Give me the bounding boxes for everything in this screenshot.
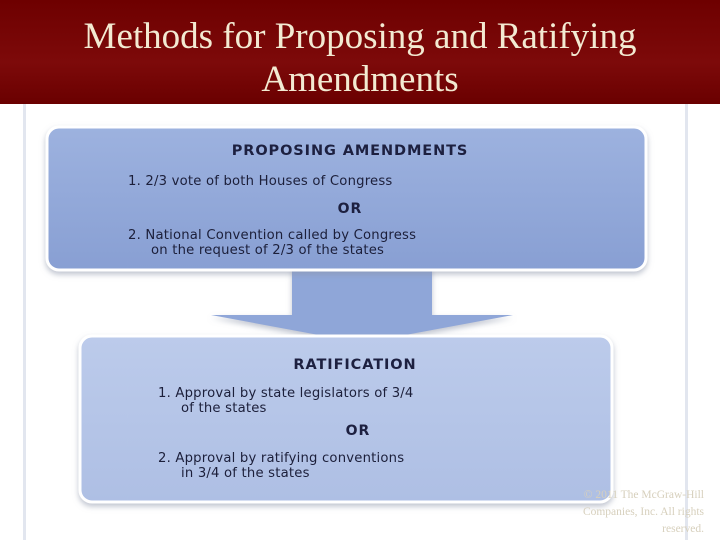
- proposing-item-1: 1. 2/3 vote of both Houses of Congress: [128, 174, 393, 189]
- ratification-item-2-line-2: in 3/4 of the states: [181, 466, 310, 481]
- ratification-item-2-line-1: 2. Approval by ratifying conventions: [158, 451, 405, 466]
- ratification-or-label: OR: [345, 423, 371, 439]
- proposing-or-label: OR: [337, 201, 363, 217]
- proposing-item-2: [128, 228, 416, 258]
- copyright-line-3: reserved.: [662, 523, 704, 535]
- proposing-item-2-line-2: on the request of 2/3 of the states: [151, 243, 385, 258]
- slide-title-line-1: Methods for Proposing and Ratifying: [83, 16, 637, 57]
- proposing-heading: PROPOSING AMENDMENTS: [231, 143, 469, 159]
- ratification-item-1-line-2: of the states: [181, 401, 267, 416]
- ratification-item-1-line-1: 1. Approval by state legislators of 3/4: [158, 386, 414, 401]
- ratification-heading: RATIFICATION: [293, 357, 417, 373]
- ratification-item-2: [158, 451, 404, 481]
- flow-arrow: [211, 266, 513, 343]
- copyright-line-2: Companies, Inc. All rights: [582, 506, 704, 518]
- ratification-item-1: [158, 386, 414, 416]
- copyright-notice: [534, 487, 704, 538]
- copyright-line-1: © 2011 The McGraw-Hill: [583, 489, 704, 501]
- slide-title-line-2: Amendments: [261, 59, 459, 100]
- proposing-item-2-line-1: 2. National Convention called by Congress: [128, 228, 417, 243]
